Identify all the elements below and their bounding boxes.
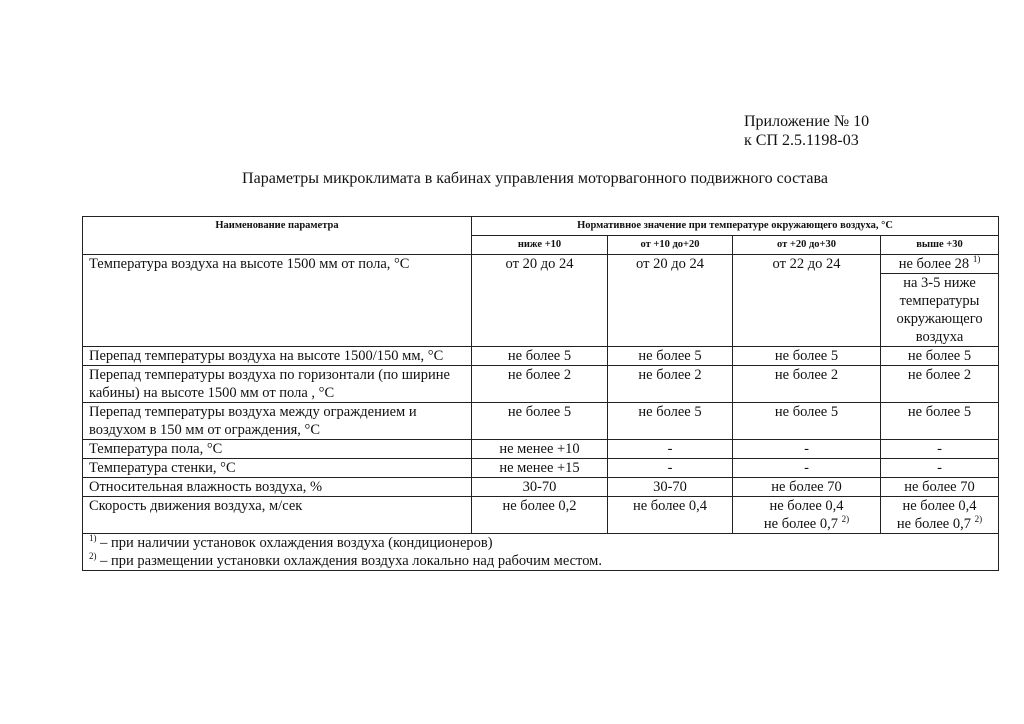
value-cell: не более 0,2 — [472, 497, 608, 534]
value-cell: от 20 до 24 — [472, 255, 608, 347]
value-text: не более 0,4 — [902, 498, 977, 514]
appendix-reference — [744, 112, 869, 150]
value-cell — [733, 497, 881, 534]
value-cell: - — [608, 459, 733, 478]
subheader-below-10: ниже +10 — [472, 236, 608, 255]
value-cell: не более 70 — [881, 478, 999, 497]
footnotes-row — [83, 534, 999, 571]
document-title: Параметры микроклимата в кабинах управления моторвагонного подвижного состава — [242, 170, 828, 187]
value-cell: не более 5 — [733, 403, 881, 440]
value-cell: не более 5 — [472, 403, 608, 440]
value-cell — [881, 255, 999, 274]
value-cell: 30-70 — [608, 478, 733, 497]
microclimate-table — [82, 216, 999, 571]
table-row — [83, 440, 999, 459]
appendix-regulation: к СП 2.5.1198-03 — [744, 132, 859, 149]
value-cell: не более 0,4 — [608, 497, 733, 534]
footnote-mark: 2) — [89, 551, 97, 562]
value-text: не более 0,7 — [763, 516, 838, 532]
value-text: не более 0,4 — [769, 498, 844, 514]
value-text: не более 28 — [898, 256, 970, 272]
table-row — [83, 497, 999, 534]
table-row — [83, 478, 999, 497]
table-row — [83, 347, 999, 366]
value-cell: - — [608, 440, 733, 459]
footnote-text: – при размещении установки охлаждения воздуха локально над рабочим местом. — [96, 553, 602, 569]
table-row — [83, 255, 999, 274]
value-cell: не более 2 — [608, 366, 733, 403]
value-cell: не более 5 — [472, 347, 608, 366]
value-cell: - — [881, 440, 999, 459]
value-cell: не более 5 — [608, 403, 733, 440]
footnote-1 — [89, 534, 992, 552]
value-text: не более 0,7 — [896, 516, 971, 532]
table-row — [83, 459, 999, 478]
param-cell: Перепад температуры воздуха по горизонтали (по ширине кабины) на высоте 1500 мм от пола , °С — [83, 366, 472, 403]
footnote-mark: 2) — [974, 514, 983, 525]
value-cell: не более 5 — [881, 347, 999, 366]
subheader-above-30: выше +30 — [881, 236, 999, 255]
param-cell: Перепад температуры воздуха на высоте 1500/150 мм, °С — [83, 347, 472, 366]
table-row — [83, 366, 999, 403]
footnotes-cell — [83, 534, 999, 571]
value-cell: не более 2 — [733, 366, 881, 403]
param-cell: Относительная влажность воздуха, % — [83, 478, 472, 497]
subheader-10-to-20: от +10 до+20 — [608, 236, 733, 255]
value-cell: не более 5 — [733, 347, 881, 366]
param-cell: Температура пола, °С — [83, 440, 472, 459]
param-cell: Скорость движения воздуха, м/сек — [83, 497, 472, 534]
footnote-2 — [89, 552, 992, 570]
value-cell: - — [733, 459, 881, 478]
value-cell: от 22 до 24 — [733, 255, 881, 347]
value-cell: - — [733, 440, 881, 459]
value-cell: - — [881, 459, 999, 478]
value-cell: от 20 до 24 — [608, 255, 733, 347]
table-row — [83, 403, 999, 440]
param-cell: Температура стенки, °С — [83, 459, 472, 478]
value-cell: не менее +10 — [472, 440, 608, 459]
appendix-number: Приложение № 10 — [744, 113, 870, 130]
header-parameter-name: Наименование параметра — [83, 217, 472, 255]
value-cell: 30-70 — [472, 478, 608, 497]
value-cell: не более 70 — [733, 478, 881, 497]
subheader-20-to-30: от +20 до+30 — [733, 236, 881, 255]
param-cell: Перепад температуры воздуха между ограждением и воздухом в 150 мм от ограждения, °С — [83, 403, 472, 440]
param-cell: Температура воздуха на высоте 1500 мм от пола, °С — [83, 255, 472, 347]
value-cell — [881, 497, 999, 534]
header-normative-value: Нормативное значение при температуре окружающего воздуха, °С — [472, 217, 999, 236]
footnote-text: – при наличии установок охлаждения воздуха (кондиционеров) — [96, 535, 493, 551]
value-cell: не более 5 — [881, 403, 999, 440]
value-cell: не более 2 — [881, 366, 999, 403]
footnote-mark: 1) — [972, 254, 981, 265]
footnote-mark: 1) — [89, 533, 97, 544]
value-cell: на 3-5 ниже температуры окружающего воздуха — [881, 274, 999, 347]
value-line — [739, 515, 874, 533]
value-cell: не более 2 — [472, 366, 608, 403]
value-cell: не более 5 — [608, 347, 733, 366]
table-header-row — [83, 217, 999, 236]
footnote-mark: 2) — [841, 514, 850, 525]
value-cell: не менее +15 — [472, 459, 608, 478]
value-line — [887, 515, 992, 533]
